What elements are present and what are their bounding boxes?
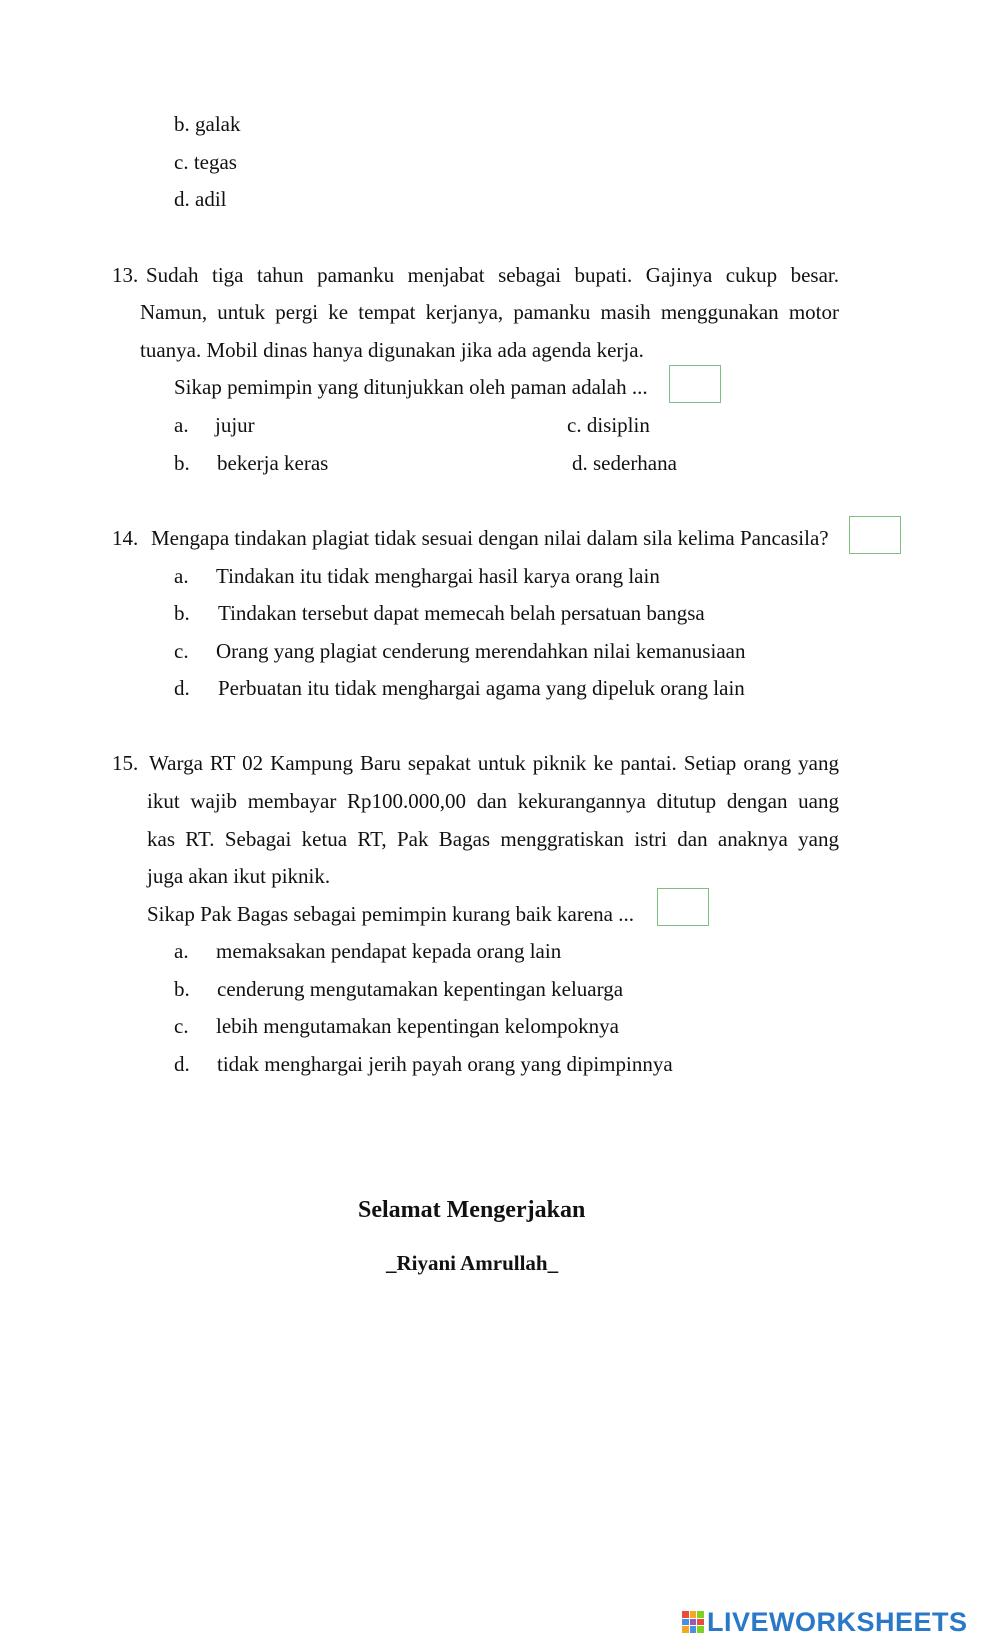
q12-option-b: b. galak	[174, 112, 241, 136]
q14-option-a-text: Tindakan itu tidak menghargai hasil karya orang lain	[216, 564, 660, 588]
q13-option-d: d. sederhana	[572, 451, 677, 475]
q13-text-line-1: Sudah tiga tahun pamanku menjabat sebagai bupati. Gajinya cukup besar.	[146, 263, 839, 287]
liveworksheets-logo	[682, 1605, 968, 1639]
q15-text-line-3: kas RT. Sebagai ketua RT, Pak Bagas menggratiskan istri dan anaknya yang	[147, 827, 839, 851]
q13-option-c: c. disiplin	[567, 413, 650, 437]
q12-option-d: d. adil	[174, 187, 227, 211]
q12-option-c: c. tegas	[174, 150, 237, 174]
q15-question: Sikap Pak Bagas sebagai pemimpin kurang baik karena ...	[147, 902, 634, 926]
q15-option-a-letter: a.	[174, 939, 189, 963]
q15-option-b-letter: b.	[174, 977, 190, 1001]
q15-option-d-text: tidak menghargai jerih payah orang yang dipimpinnya	[217, 1052, 673, 1076]
liveworksheets-grid-icon	[682, 1611, 704, 1633]
q14-number: 14.	[112, 526, 139, 550]
q15-text-line-4: juga akan ikut piknik.	[147, 864, 331, 888]
q13-question: Sikap pemimpin yang ditunjukkan oleh paman adalah ...	[174, 375, 648, 399]
q15-option-b-text: cenderung mengutamakan kepentingan keluarga	[217, 977, 624, 1001]
q15-text-line-1: Warga RT 02 Kampung Baru sepakat untuk piknik ke pantai. Setiap orang yang	[149, 751, 839, 775]
q15-option-a-text: memaksakan pendapat kepada orang lain	[216, 939, 562, 963]
q15-option-c-text: lebih mengutamakan kepentingan kelompoknya	[216, 1014, 619, 1038]
q15-text-line-2: ikut wajib membayar Rp100.000,00 dan kekurangannya ditutup dengan uang	[147, 789, 839, 813]
q14-option-b-letter: b.	[174, 601, 190, 625]
q13-text-line-3: tuanya. Mobil dinas hanya digunakan jika ada agenda kerja.	[140, 338, 644, 362]
author-signature: _Riyani Amrullah_	[386, 1251, 559, 1275]
q14-option-c-text: Orang yang plagiat cenderung merendahkan nilai kemanusiaan	[216, 639, 746, 663]
q13-option-a-text: jujur	[215, 413, 255, 437]
q14-option-c-letter: c.	[174, 639, 189, 663]
q14-answer-box[interactable]	[849, 516, 901, 554]
q13-text-line-2: Namun, untuk pergi ke tempat kerjanya, pamanku masih menggunakan motor	[140, 300, 839, 324]
q14-option-d-letter: d.	[174, 676, 190, 700]
q13-option-b-letter: b.	[174, 451, 190, 475]
q14-option-b-text: Tindakan tersebut dapat memecah belah persatuan bangsa	[218, 601, 705, 625]
liveworksheets-wordmark: LIVEWORKSHEETS	[707, 1606, 968, 1637]
q13-answer-box[interactable]	[669, 365, 721, 403]
q15-option-d-letter: d.	[174, 1052, 190, 1076]
q15-answer-box[interactable]	[657, 888, 709, 926]
q13-option-b-text: bekerja keras	[217, 451, 329, 475]
q13-number: 13.	[112, 263, 139, 287]
closing-message: Selamat Mengerjakan	[358, 1197, 586, 1223]
q15-number: 15.	[112, 751, 139, 775]
q14-option-a-letter: a.	[174, 564, 189, 588]
q15-option-c-letter: c.	[174, 1014, 189, 1038]
q14-option-d-text: Perbuatan itu tidak menghargai agama yang dipeluk orang lain	[218, 676, 745, 700]
q14-question: Mengapa tindakan plagiat tidak sesuai dengan nilai dalam sila kelima Pancasila?	[151, 526, 829, 550]
q13-option-a-letter: a.	[174, 413, 189, 437]
